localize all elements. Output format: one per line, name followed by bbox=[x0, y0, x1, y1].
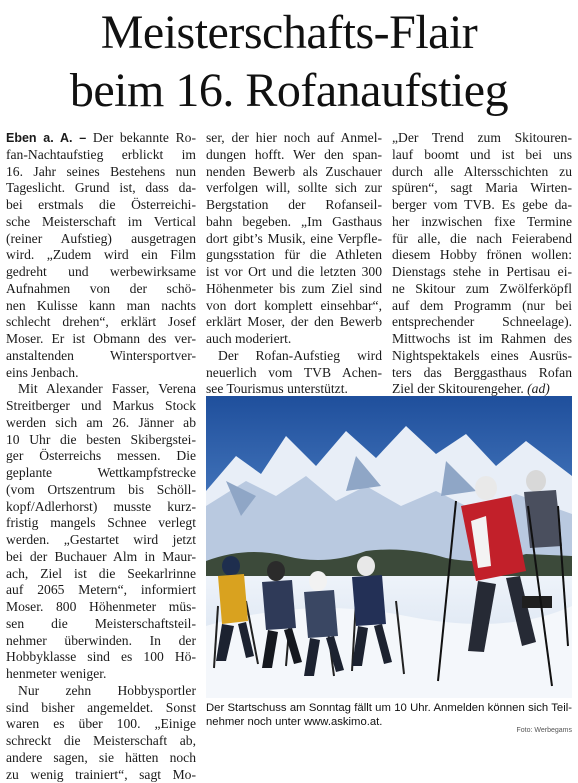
text-line: (reiner Aufstieg) ausgetragen bbox=[6, 231, 196, 248]
text-line: auch moderiert. bbox=[206, 331, 382, 348]
text-line: waren es über 100. „Einige bbox=[6, 716, 196, 733]
text-line: 16. Jahr seines Bestehens nun bbox=[6, 164, 196, 181]
headline bbox=[0, 4, 578, 120]
text-line: erklärt Moser, der den Bewerb bbox=[206, 314, 382, 331]
text-line: Der Rofan-Aufstieg wird bbox=[206, 348, 382, 365]
paragraph-2 bbox=[6, 381, 196, 683]
text-line: sche Meisterschaft im Vertical bbox=[6, 214, 196, 231]
text-line: Mittwochs ist im Rahmen des bbox=[392, 331, 572, 348]
text-line: berger vom TVB. Es gebe da- bbox=[392, 197, 572, 214]
text-line: Dienstags stehe in Pertisau ei- bbox=[392, 264, 572, 281]
text-line: sen die Meisterschaftsteil- bbox=[6, 616, 196, 633]
paragraph-3 bbox=[6, 683, 196, 783]
paragraph-6 bbox=[392, 130, 572, 398]
text-line: henmeter weniger. bbox=[6, 666, 196, 683]
text-line: fristig mangels Schnee verlegt bbox=[6, 515, 196, 532]
text-fragment: Der bekannte Ro- bbox=[86, 130, 196, 145]
text-line: kopf/Adlerhorst) musste kurz- bbox=[6, 499, 196, 516]
text-line: (vom Ortszentrum bis Schöll- bbox=[6, 482, 196, 499]
text-line: ach, Ziel ist die Seekarlrinne bbox=[6, 566, 196, 583]
text-line: ters das Berggasthaus Rofan bbox=[392, 365, 572, 382]
text-line: see Tourismus unterstützt. bbox=[206, 381, 382, 398]
author-signature: (ad) bbox=[524, 381, 550, 396]
text-line: Streitberger und Markus Stock bbox=[6, 398, 196, 415]
text-line: von dort komplett einsehbar“, bbox=[206, 298, 382, 315]
text-line: nen Kulisse kann man nachts bbox=[6, 298, 196, 315]
text-line: für alle, die nach Feierabend bbox=[392, 231, 572, 248]
photo-credit: Foto: Werbegams bbox=[516, 727, 572, 734]
text-line: Moser. Er ist Obmann des ver- bbox=[6, 331, 196, 348]
text-line: nehmer noch unter www.askimo.at. bbox=[206, 715, 572, 729]
text-line: Hobbyklasse sind es 100 Hö- bbox=[6, 649, 196, 666]
headline-line-1: Meisterschafts-Flair bbox=[0, 4, 578, 62]
headline-line-2: beim 16. Rofanaufstieg bbox=[0, 62, 578, 120]
paragraph-5 bbox=[206, 348, 382, 398]
text-line: andere sagen, sie hätten noch bbox=[6, 750, 196, 767]
text-line: bei der Buchauer Alm in Maur- bbox=[6, 549, 196, 566]
photo-caption bbox=[206, 701, 572, 729]
text-line: ist vor Ort und die letzten 300 bbox=[206, 264, 382, 281]
article-column-2 bbox=[206, 130, 382, 398]
text-line: Nightspektakels eines Ausrüs- bbox=[392, 348, 572, 365]
paragraph-1 bbox=[6, 130, 196, 381]
text-line: Nur zehn Hobbysportler bbox=[6, 683, 196, 700]
text-line: Moser. 800 Höhenmeter müs- bbox=[6, 599, 196, 616]
text-line: auf dem Programm (nur bei bbox=[392, 298, 572, 315]
text-line: lauf boomt und ist bei uns bbox=[392, 147, 572, 164]
dateline: Eben a. A. – bbox=[6, 131, 86, 145]
text-line: dungen hofft. Wer den span- bbox=[206, 147, 382, 164]
text-line: zu wenig trainiert“, sagt Mo- bbox=[6, 767, 196, 783]
text-line: „Der Trend zum Skitouren- bbox=[392, 130, 572, 147]
text-line: bei erstmals die Österreichi- bbox=[6, 197, 196, 214]
ski-race-photo bbox=[206, 396, 572, 698]
text-line: Tageslicht. Grund ist, dass da- bbox=[6, 180, 196, 197]
text-line: nehmer überwinden. In der bbox=[6, 633, 196, 650]
text-line: spüren“, sagt Maria Wirten- bbox=[392, 180, 572, 197]
text-line: gungsstation für die Athleten bbox=[206, 247, 382, 264]
text-line: neuerlich vom TVB Achen- bbox=[206, 365, 382, 382]
text-line: durch alle Altersschichten zu bbox=[392, 164, 572, 181]
text-line: diesem Hobby frönen wollen: bbox=[392, 247, 572, 264]
text-fragment: Ziel der Skitourengeher. bbox=[392, 381, 524, 396]
text-line: auf 2065 Metern“, informiert bbox=[6, 582, 196, 599]
text-line: verfolgen will, sollte sich zur bbox=[206, 180, 382, 197]
text-line: schreckt die Meisterschaft ab, bbox=[6, 733, 196, 750]
text-line: sind bisher angemeldet. Sonst bbox=[6, 700, 196, 717]
text-line: Höhenmeter bis zum Ziel sind bbox=[206, 281, 382, 298]
text-line: nenden Bewerb als Zuschauer bbox=[206, 164, 382, 181]
text-line: werden. „Gestartet wird jetzt bbox=[6, 532, 196, 549]
text-line bbox=[6, 130, 196, 147]
text-line: 10 Uhr die besten Skibergstei- bbox=[6, 432, 196, 449]
text-line: Aufnahmen von der schö- bbox=[6, 281, 196, 298]
text-line: eins Jenbach. bbox=[6, 365, 196, 382]
text-line: Bergstation der Rofanseil- bbox=[206, 197, 382, 214]
text-line: geplante Wettkampfstrecke bbox=[6, 465, 196, 482]
text-line: Mit Alexander Fasser, Verena bbox=[6, 381, 196, 398]
paragraph-4 bbox=[206, 130, 382, 348]
text-line: Der Startschuss am Sonntag fällt um 10 Uhr. Anmelden können sich Teil- bbox=[206, 701, 572, 715]
article-column-1 bbox=[6, 130, 196, 783]
text-line: ser, der hier noch auf Anmel- bbox=[206, 130, 382, 147]
text-line: werden sich am 26. Jänner ab bbox=[6, 415, 196, 432]
text-line: ne Skitour zum Zwölferköpfl bbox=[392, 281, 572, 298]
text-line: dort gibt’s Musik, eine Verpfle- bbox=[206, 231, 382, 248]
text-line: schlecht drehen“, erklärt Josef bbox=[6, 314, 196, 331]
text-line: entsprechender Schneelage). bbox=[392, 314, 572, 331]
text-line: fan-Nachtaufstieg erblickt im bbox=[6, 147, 196, 164]
article-column-3 bbox=[392, 130, 572, 398]
text-line: anstaltenden Wintersportver- bbox=[6, 348, 196, 365]
text-line: her inzwischen fixe Termine bbox=[392, 214, 572, 231]
text-line: bahn begeben. „Im Gasthaus bbox=[206, 214, 382, 231]
text-line: ger Österreichs messen. Die bbox=[6, 448, 196, 465]
text-line: gedreht und werbewirksame bbox=[6, 264, 196, 281]
text-line: wird. „Zudem wird ein Film bbox=[6, 247, 196, 264]
